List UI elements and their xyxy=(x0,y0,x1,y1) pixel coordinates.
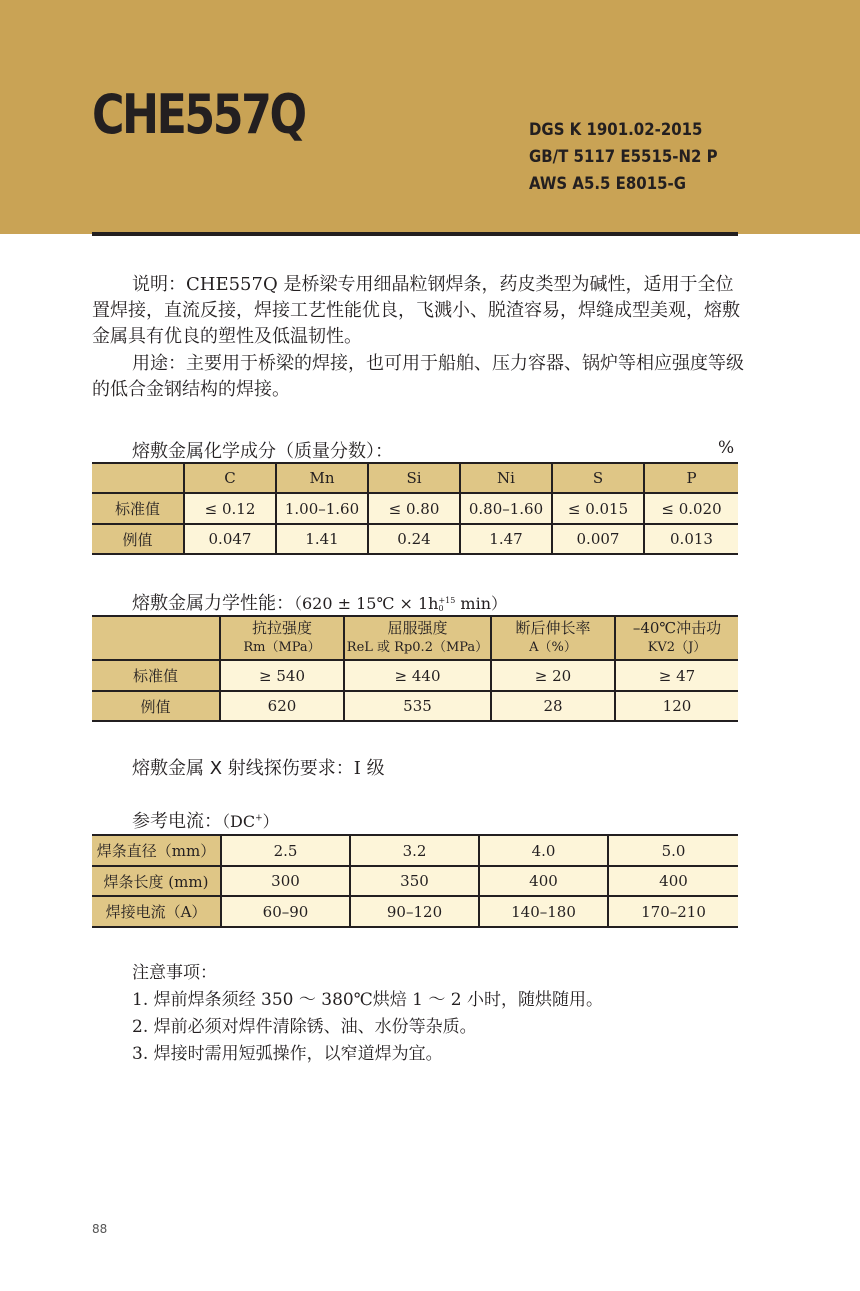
table-cell: ≤ 0.020 xyxy=(644,493,738,524)
table-cell: 5.0 xyxy=(608,835,738,866)
table-cell: 1.47 xyxy=(460,524,552,554)
chemical-header-c: C xyxy=(184,463,276,493)
table-cell: 2.5 xyxy=(221,835,350,866)
mechanical-header-row xyxy=(92,616,738,660)
usage-paragraph xyxy=(92,351,744,403)
standards-list xyxy=(529,117,718,198)
condition-sup: +15 xyxy=(438,595,456,605)
table-cell: ≥ 440 xyxy=(344,660,491,691)
chemical-unit: % xyxy=(718,438,735,458)
table-cell: ≤ 0.015 xyxy=(552,493,644,524)
row-label: 标准值 xyxy=(92,660,220,691)
table-row xyxy=(92,493,738,524)
header-impact xyxy=(615,616,738,660)
standard-gb: GB/T 5117 E5515-N2 P xyxy=(529,147,718,167)
condition-text: （620 ± 15℃ × 1h xyxy=(294,594,439,613)
row-label: 例值 xyxy=(92,691,220,721)
standard-aws: AWS A5.5 E8015-G xyxy=(529,174,687,194)
chemical-header-mn: Mn xyxy=(276,463,368,493)
usage-text: 主要用于桥梁的焊接，也可用于船舶、压力容器、锅炉等相应强度等级的低合金钢结构的焊接。 xyxy=(92,353,744,400)
header-elongation xyxy=(491,616,615,660)
row-label: 焊接电流（A） xyxy=(92,896,221,927)
table-cell: 0.80–1.60 xyxy=(460,493,552,524)
chemical-table xyxy=(92,462,738,555)
table-cell: 170–210 xyxy=(608,896,738,927)
table-row xyxy=(92,866,738,896)
standard-dgs: DGS K 1901.02-2015 xyxy=(529,120,703,140)
current-title-text: 参考电流： xyxy=(132,811,222,832)
chemical-header-p: P xyxy=(644,463,738,493)
header-unit: A（%） xyxy=(529,640,577,655)
condition-tolerance xyxy=(438,597,455,613)
table-cell: 0.24 xyxy=(368,524,460,554)
chemical-header-blank xyxy=(92,463,184,493)
notes-section xyxy=(132,960,603,1068)
description-label: 说明： xyxy=(132,274,186,295)
table-cell: 4.0 xyxy=(479,835,608,866)
table-cell: ≥ 540 xyxy=(220,660,344,691)
current-title xyxy=(132,807,279,833)
header-unit: KV2（J） xyxy=(647,640,707,655)
table-cell: 620 xyxy=(220,691,344,721)
table-cell: 535 xyxy=(344,691,491,721)
xray-requirement xyxy=(132,754,385,780)
table-cell: ≤ 0.80 xyxy=(368,493,460,524)
note-item: 2. 焊前必须对焊件清除锈、油、水份等杂质。 xyxy=(132,1017,477,1037)
row-label: 例值 xyxy=(92,524,184,554)
note-item: 3. 焊接时需用短弧操作，以窄道焊为宜。 xyxy=(132,1044,443,1064)
table-row xyxy=(92,691,738,721)
chemical-header-s: S xyxy=(552,463,644,493)
table-cell: ≥ 47 xyxy=(615,660,738,691)
mechanical-title-text: 熔敷金属力学性能： xyxy=(132,593,294,614)
table-row xyxy=(92,524,738,554)
table-cell: 350 xyxy=(350,866,479,896)
polarity-sup: + xyxy=(255,813,263,824)
table-cell: 140–180 xyxy=(479,896,608,927)
chemical-header-row xyxy=(92,463,738,493)
product-title: CHE557Q xyxy=(92,83,305,146)
mechanical-condition xyxy=(294,594,507,613)
table-cell: 0.007 xyxy=(552,524,644,554)
current-table xyxy=(92,834,738,928)
polarity-end: ） xyxy=(262,812,279,831)
table-cell: 3.2 xyxy=(350,835,479,866)
mechanical-header-blank xyxy=(92,616,220,660)
mechanical-title xyxy=(132,589,507,615)
table-cell: 0.047 xyxy=(184,524,276,554)
header-unit: Rm（MPa） xyxy=(243,640,321,655)
row-label: 标准值 xyxy=(92,493,184,524)
table-cell: 400 xyxy=(608,866,738,896)
description-text: CHE557Q 是桥梁专用细晶粒钢焊条，药皮类型为碱性，适用于全位置焊接，直流反接，焊接工艺性能优良，飞溅小、脱渣容易，焊缝成型美观，熔敷金属具有优良的塑性及低温韧性。 xyxy=(92,274,740,347)
table-cell: 0.013 xyxy=(644,524,738,554)
xray-value: I 级 xyxy=(353,758,385,779)
table-cell: 1.41 xyxy=(276,524,368,554)
description-paragraph xyxy=(92,272,744,350)
notes-title: 注意事项： xyxy=(132,963,217,983)
header-divider xyxy=(92,232,738,236)
table-cell: 1.00–1.60 xyxy=(276,493,368,524)
note-item: 1. 焊前焊条须经 350 ～ 380℃烘焙 1 ～ 2 小时，随烘随用。 xyxy=(132,990,603,1010)
table-cell: 28 xyxy=(491,691,615,721)
table-cell: 120 xyxy=(615,691,738,721)
usage-label: 用途： xyxy=(132,353,186,374)
mechanical-table xyxy=(92,615,738,722)
row-label: 焊条直径（mm） xyxy=(92,835,221,866)
chemical-header-ni: Ni xyxy=(460,463,552,493)
table-row xyxy=(92,835,738,866)
table-row xyxy=(92,660,738,691)
header-unit: ReL 或 Rp0.2（MPa） xyxy=(346,640,489,655)
page-number: 88 xyxy=(92,1222,108,1236)
table-cell: 400 xyxy=(479,866,608,896)
table-cell: 300 xyxy=(221,866,350,896)
header-line: –40℃冲击功 xyxy=(632,619,722,637)
table-cell: ≤ 0.12 xyxy=(184,493,276,524)
chemical-title: 熔敷金属化学成分（质量分数）： xyxy=(132,441,393,462)
header-line: 抗拉强度 xyxy=(251,619,312,637)
current-polarity xyxy=(222,812,279,831)
table-row xyxy=(92,896,738,927)
chemical-header-si: Si xyxy=(368,463,460,493)
condition-end: min） xyxy=(455,594,508,613)
row-label: 焊条长度 (mm) xyxy=(92,866,221,896)
condition-sub: 0 xyxy=(438,603,444,613)
polarity-text: （DC xyxy=(222,812,256,831)
table-cell: ≥ 20 xyxy=(491,660,615,691)
header-line: 屈服强度 xyxy=(387,619,448,637)
xray-title: 熔敷金属 X 射线探伤要求： xyxy=(132,758,354,779)
header-yield xyxy=(344,616,491,660)
header-line: 断后伸长率 xyxy=(515,619,591,637)
header-tensile xyxy=(220,616,344,660)
table-cell: 60–90 xyxy=(221,896,350,927)
table-cell: 90–120 xyxy=(350,896,479,927)
